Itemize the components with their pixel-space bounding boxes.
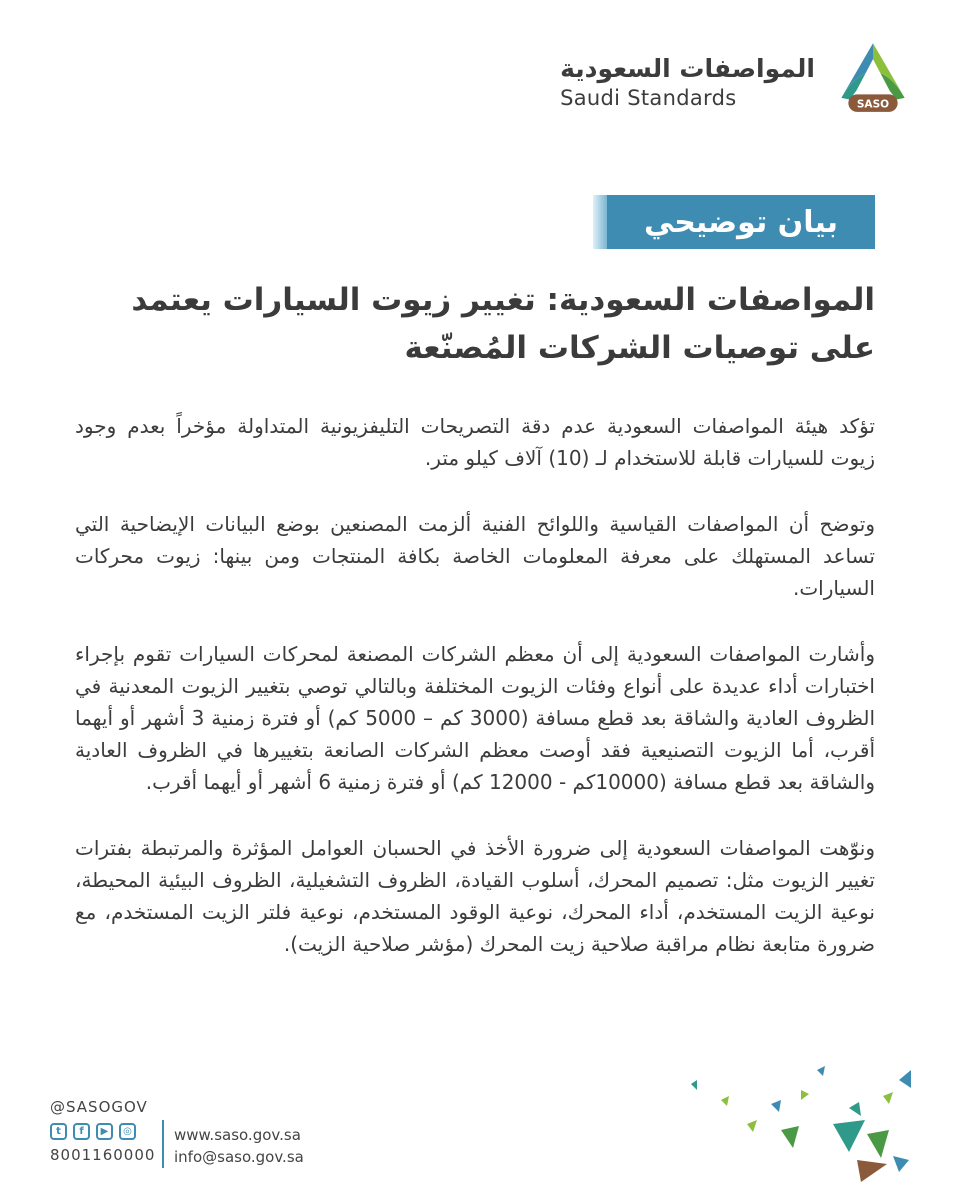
website-link[interactable]: www.saso.gov.sa	[174, 1126, 301, 1144]
logo-badge-text: SASO	[856, 98, 890, 111]
saso-logo-icon	[829, 38, 917, 126]
paragraph-2: وتوضح أن المواصفات القياسية واللوائح الفنية ألزمت المصنعين بوضع البيانات الإيضاحية التي تساعد المستهلك على معرفة المعلومات الخاصة بكافة المنتجات ومن بينها: زيوت محركات السيارات.	[75, 512, 875, 600]
footer-social	[50, 1098, 155, 1164]
social-icons	[50, 1123, 155, 1140]
statement-body	[75, 410, 875, 994]
paragraph-3: وأشارت المواصفات السعودية إلى أن معظم الشركات المصنعة لمحركات السيارات تقوم بإجراء اختبارات أداء عديدة على أنواع وفئات الزيوت المختلفة وبالتالي توصي بتغيير الزيوت المعدنية في الظروف العادية والشاقة بعد قطع مسافة (3000 كم – 5000 كم) أو فترة زمنية 3 أشهر أو أيهما أقرب، أما الزيوت التصنيعية فقد أوصت معظم الشركات الصانعة بتغييرها في الظروف العادية والشاقة بعد قطع مسافة (10000كم - 12000 كم) أو فترة زمنية 6 أشهر أو أيهما أقرب.	[75, 642, 876, 794]
social-handle: @SASOGOV	[50, 1098, 148, 1116]
logo-arabic-name: المواصفات السعودية	[560, 54, 815, 83]
page-title: المواصفات السعودية: تغيير زيوت السيارات يعتمد على توصيات الشركات المُصنّعة	[131, 282, 875, 366]
instagram-icon[interactable]: ◎	[119, 1123, 136, 1140]
paragraph-1: تؤكد هيئة المواصفات السعودية عدم دقة التصريحات التليفزيونية المتداولة مؤخراً بعدم وجود زيوت للسيارات قابلة للاستخدام لـ (10) آلاف كيلو متر.	[75, 414, 875, 470]
paragraph-4: ونوّهت المواصفات السعودية إلى ضرورة الأخذ في الحسبان العوامل المؤثرة والمرتبطة بفترات تغيير الزيوت مثل: تصميم المحرك، أسلوب القيادة، الظروف التشغيلية، الظروف البيئية المحيطة، نوعية الزيت المستخدم، أداء المحرك، نوعية الوقود المستخدم، نوعية فلتر الزيت المستخدم، مع ضرورة متابعة نظام مراقبة صلاحية زيت المحرك (مؤشر صلاحية الزيت).	[75, 836, 875, 956]
footer-divider	[162, 1120, 164, 1168]
youtube-icon[interactable]: ▶	[96, 1123, 113, 1140]
facebook-icon[interactable]: f	[73, 1123, 90, 1140]
email-link[interactable]: info@saso.gov.sa	[174, 1148, 304, 1166]
phone-number: 8001160000	[50, 1146, 156, 1164]
logo	[560, 38, 917, 126]
decorative-triangles	[621, 1060, 921, 1190]
banner-edge	[593, 195, 607, 249]
statement-banner: بيان توضيحي	[607, 195, 875, 249]
logo-text	[560, 54, 815, 110]
logo-english-name: Saudi Standards	[560, 86, 737, 110]
twitter-icon[interactable]: t	[50, 1123, 67, 1140]
footer-contacts	[174, 1124, 304, 1168]
